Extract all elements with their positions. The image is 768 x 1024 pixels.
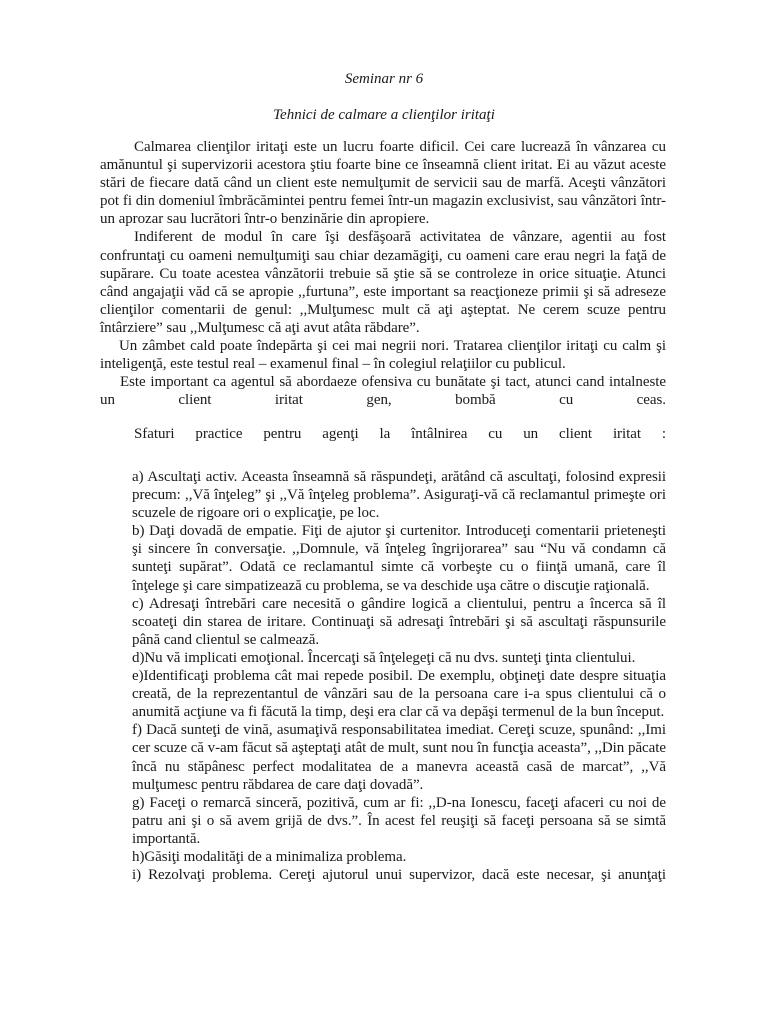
list-item-b: b) Daţi dovadă de empatie. Fiţi de ajutor şi curtenitor. Introduceţi comentarii prieteneşti şi sincere în conversaţie. ,,Domnule, vă înţeleg îngrijorarea” sau “Nu vă condamn că sunteţi supărat”. Odată ce reclamantul simte că vorbeşte cu o fiinţă umană, care îl înţelege şi care simpatizează cu problema, se va deschide uşa către o discuţie raţională. [132,523,666,594]
list-item-h: h)Găsiţi modalităţi de a minimaliza problema. [132,848,407,865]
paragraph-3: Un zâmbet cald poate îndepărta şi cei mai negrii nori. Tratarea clienţilor iritaţi cu calm şi inteligenţă, este testul real – examenul final – în colegiul relaţiilor cu publicul. [100,338,666,373]
paragraph-2: Indiferent de modul în care îşi desfăşoară activitatea de vânzare, agentii au fost confruntaţi cu oameni nemulţumiţi sau chiar dezamăgiţi, cu oameni care erau negri la faţă de supărare. Cu toate acestea vânzătorii trebuie să ştie să se controleze in orice situaţie. Atunci când angajaţii văd că se apropie ,,furtuna”, este important sa reacţioneze primii şi să adreseze clienţilor comentarii de genul: ,,Mulţumesc mult că aţi aşteptat. Ne cerem scuze pentru întârziere” sau ,,Mulţumesc că aţi avut atâta răbdare”. [100,229,666,336]
paragraph-1: Calmarea clienţilor iritaţi este un lucru foarte dificil. Cei care lucrează în vânzarea cu amănuntul şi supervizorii acestora ştiu foarte bine ce înseamnă client iritat. Ei au văzut aceste stări de fiecare dată când un client este nemulţumit de servicii sau de marfă. Aceşti vânzători pot fi din domeniul îmbrăcămintei pentru femei într-un magazin exclusivist, sau vânzători într-un aprozar sau lucrători într-o benzinărie din apropiere. [100,139,666,228]
list-item-i: i) Rezolvaţi problema. Cereţi ajutorul unui supervizor, dacă este necesar, şi anunţaţi [132,867,666,884]
list-intro: Sfaturi practice pentru agenţi la întâlnirea cu un client iritat : [134,426,666,443]
list-item-g: g) Faceţi o remarcă sinceră, pozitivă, cum ar fi: ,,D-na Ionescu, faceţi afaceri cu noi de patru ani şi o să avem grijă de dvs.”. În acest fel reuşiţi să faceţi persoana să se simtă importantă. [132,794,666,847]
list-item-c: c) Adresaţi întrebări care necesită o gândire logică a clientului, pentru a încerca să îl scoateţi din starea de iritare. Continuaţi să adresaţi întrebări şi să ascultaţi răspunsurile până cand clientul se calmează. [132,595,666,648]
body-text [100,138,666,444]
list-item-e: e)Identificaţi problema cât mai repede posibil. De exemplu, obţineţi date despre situaţia creată, de la reprezentantul de vânzări sau de la persoana care i-a spus clientului că o anumită acţiune va fi făcută la timp, deşi era clar că va depăşi termenul de la bun început. [132,668,666,721]
list-item-a: a) Ascultaţi activ. Aceasta înseamnă să răspundeţi, arătând că ascultaţi, folosind expresii precum: ,,Vă înţeleg” şi ,,Vă înţeleg problema”. Asiguraţi-vă că reclamantul primeşte ori scuzele de rigoare ori o explicaţie, pe loc. [132,469,666,522]
list-item-d: d)Nu vă implicati emoţional. Încercaţi să înţelegeţi că nu dvs. sunteţi ţinta clientului. [132,649,636,666]
paragraph-4: Este important ca agentul să abordaeze ofensiva cu bunătate şi tact, atunci cand intalneste un client iritat gen, bombă cu ceas. [100,374,666,409]
advice-list [132,468,666,884]
list-item-f: f) Dacă sunteţi de vină, asumaţivă responsabilitatea imediat. Cereţi scuze, spunând: ,,Imi cer scuze că v-am făcut să aşteptaţi atât de mult, sunt nou în funcţia aceasta”, ,,Din păcate încă nu stăpânesc perfect modalitatea de a manevra această casă de marcat”, ,,Vă mulţumesc pentru răbdarea de care daţi dovadă”. [132,722,666,793]
seminar-number: Seminar nr 6 [344,71,424,87]
document-title: Tehnici de calmare a clienţilor iritaţi [273,107,495,123]
